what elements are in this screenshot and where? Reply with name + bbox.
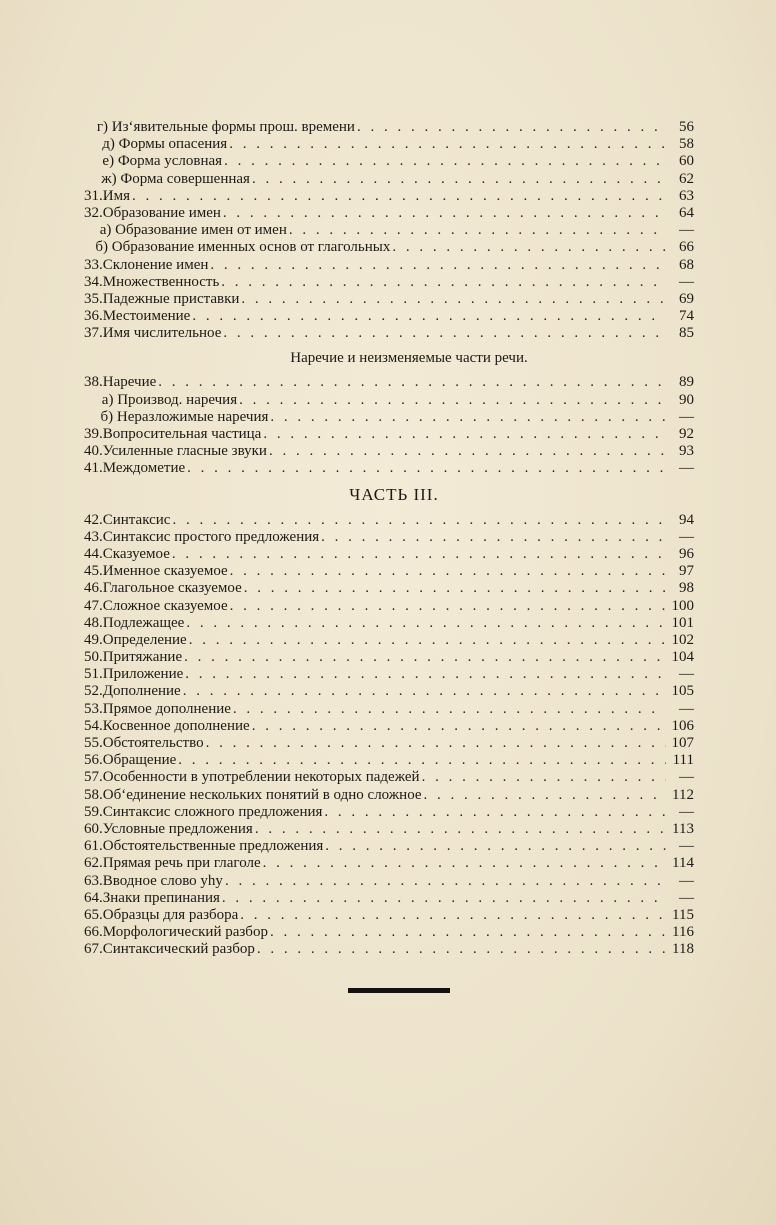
entry-page-number: 64 bbox=[679, 204, 694, 221]
entry-title: Обращение bbox=[102, 752, 177, 769]
entry-title: Синтаксис простого предложения bbox=[102, 528, 320, 545]
entry-number: 36. bbox=[84, 308, 103, 325]
toc-entry bbox=[84, 580, 694, 597]
dot-leader bbox=[252, 718, 666, 735]
entry-page-number: — bbox=[679, 803, 694, 820]
entry-page-number: 93 bbox=[679, 443, 694, 460]
toc-entry bbox=[84, 460, 694, 477]
dot-leader bbox=[252, 171, 666, 188]
entry-page-number: 102 bbox=[671, 631, 694, 648]
entry-page-number: 92 bbox=[679, 426, 694, 442]
toc-entry bbox=[84, 274, 694, 291]
entry-title: Образование имен bbox=[102, 204, 221, 221]
entry-number: 43. bbox=[84, 528, 103, 545]
entry-title: Условные предложения bbox=[102, 820, 253, 837]
dot-leader bbox=[221, 274, 666, 291]
section-heading: Наречие и неизменяемые части речи. bbox=[290, 350, 528, 367]
entry-number: 59. bbox=[84, 803, 103, 820]
dot-leader bbox=[225, 873, 666, 890]
entry-title: Прямое дополнение bbox=[102, 700, 231, 717]
toc-entry bbox=[84, 546, 694, 563]
dot-leader bbox=[224, 153, 666, 170]
toc-group-adverbs bbox=[84, 374, 694, 477]
entry-number: 46. bbox=[84, 580, 103, 597]
dot-leader bbox=[206, 735, 666, 752]
entry-page-number: — bbox=[679, 838, 694, 855]
entry-page-number: 66 bbox=[679, 239, 694, 256]
entry-page-number: 68 bbox=[679, 256, 694, 273]
entry-title: Сложное сказуемое bbox=[102, 597, 228, 614]
entry-number: 53. bbox=[84, 700, 103, 717]
toc-entry bbox=[84, 718, 694, 735]
dot-leader bbox=[230, 563, 666, 580]
dot-leader bbox=[239, 392, 666, 409]
dot-leader bbox=[263, 426, 666, 443]
entry-title: Синтаксис bbox=[102, 511, 171, 528]
toc-entry bbox=[84, 924, 694, 941]
dot-leader bbox=[158, 374, 666, 391]
toc-entry bbox=[84, 257, 694, 274]
entry-number: 52. bbox=[84, 683, 103, 700]
toc-entry bbox=[84, 529, 694, 546]
entry-page-number: 89 bbox=[679, 374, 694, 391]
toc-entry bbox=[84, 392, 694, 409]
entry-number: 67. bbox=[84, 941, 103, 958]
entry-number: 32. bbox=[84, 204, 103, 221]
entry-page-number: 113 bbox=[672, 820, 694, 837]
dot-leader bbox=[223, 325, 666, 342]
toc-group-morphology bbox=[84, 119, 694, 342]
toc-entry bbox=[84, 787, 694, 804]
entry-title: Склонение имен bbox=[102, 256, 209, 273]
entry-title: Падежные приставки bbox=[102, 290, 240, 307]
entry-number: 39. bbox=[84, 426, 103, 442]
entry-title: Обстоятельство bbox=[102, 735, 204, 751]
entry-page-number: 115 bbox=[672, 906, 694, 923]
entry-number: 55. bbox=[84, 735, 103, 751]
entry-title: Именное сказуемое bbox=[102, 563, 228, 580]
entry-title: Обстоятельственные предложения bbox=[102, 838, 324, 855]
toc-entry bbox=[84, 735, 694, 752]
entry-page-number: — bbox=[679, 460, 694, 477]
dot-leader bbox=[241, 291, 666, 308]
dot-leader bbox=[230, 598, 666, 615]
dot-leader bbox=[289, 222, 666, 239]
entry-number: 60. bbox=[84, 820, 103, 837]
dot-leader bbox=[189, 632, 666, 649]
toc-entry bbox=[84, 136, 694, 153]
entry-title: б) Неразложимые наречия bbox=[100, 408, 269, 425]
toc-entry bbox=[84, 153, 694, 170]
entry-number: 41. bbox=[84, 460, 103, 477]
dot-leader bbox=[229, 136, 666, 153]
entry-number: 58. bbox=[84, 786, 103, 803]
dot-leader bbox=[321, 529, 666, 546]
entry-title: Имя bbox=[102, 187, 130, 204]
dot-leader bbox=[233, 701, 666, 718]
entry-number: 54. bbox=[84, 717, 103, 734]
entry-page-number: 90 bbox=[679, 391, 694, 408]
entry-page-number: 114 bbox=[672, 855, 694, 872]
entry-title: Междометие bbox=[102, 460, 186, 477]
entry-title: е) Форма условная bbox=[102, 153, 223, 170]
entry-page-number: 69 bbox=[679, 290, 694, 307]
entry-number: 61. bbox=[84, 838, 103, 855]
entry-title: Приложение bbox=[102, 666, 184, 683]
dot-leader bbox=[257, 941, 666, 958]
entry-number: 33. bbox=[84, 256, 103, 273]
entry-number: 62. bbox=[84, 855, 103, 872]
entry-page-number: 98 bbox=[679, 580, 694, 597]
entry-page-number: 116 bbox=[672, 924, 694, 941]
toc-entry bbox=[84, 119, 694, 136]
dot-leader bbox=[422, 769, 666, 786]
entry-title: а) Производ. наречия bbox=[101, 391, 238, 408]
toc-entry bbox=[84, 374, 694, 391]
dot-leader bbox=[184, 649, 666, 666]
toc-entry bbox=[84, 683, 694, 700]
dot-leader bbox=[263, 855, 666, 872]
toc-entry bbox=[84, 701, 694, 718]
dot-leader bbox=[424, 787, 666, 804]
entry-page-number: 106 bbox=[671, 717, 694, 734]
dot-leader bbox=[185, 666, 666, 683]
toc-entry bbox=[84, 752, 694, 769]
dot-leader bbox=[210, 257, 666, 274]
toc-entry bbox=[84, 563, 694, 580]
toc-entry bbox=[84, 632, 694, 649]
entry-page-number: 100 bbox=[671, 597, 694, 614]
toc-entry bbox=[84, 873, 694, 890]
dot-leader bbox=[240, 907, 666, 924]
dot-leader bbox=[186, 615, 666, 632]
toc-entry bbox=[84, 941, 694, 958]
entry-number: 42. bbox=[84, 511, 103, 528]
dot-leader bbox=[325, 838, 666, 855]
entry-page-number: 58 bbox=[679, 136, 694, 153]
entry-page-number: 63 bbox=[679, 187, 694, 204]
entry-page-number: 74 bbox=[679, 308, 694, 325]
entry-number: 57. bbox=[84, 769, 103, 786]
entry-page-number: 101 bbox=[671, 614, 694, 631]
entry-title: Знаки препинания bbox=[102, 889, 220, 906]
entry-number: 51. bbox=[84, 666, 103, 683]
dot-leader bbox=[270, 409, 666, 426]
entry-number: 34. bbox=[84, 273, 103, 290]
entry-title: б) Образование именных основ от глагольных bbox=[95, 239, 391, 256]
entry-title: Местоимение bbox=[102, 308, 191, 325]
entry-title: д) Формы опасения bbox=[102, 136, 228, 153]
toc-entry bbox=[84, 205, 694, 222]
toc-entry bbox=[84, 188, 694, 205]
entry-page-number: — bbox=[679, 408, 694, 425]
entry-title: Вопросительная частица bbox=[102, 426, 262, 442]
toc-group-syntax bbox=[84, 512, 694, 959]
entry-title: Дополнение bbox=[102, 683, 181, 700]
toc-entry bbox=[84, 666, 694, 683]
entry-page-number: 97 bbox=[679, 563, 694, 580]
dot-leader bbox=[172, 512, 666, 529]
entry-title: Множественность bbox=[102, 273, 220, 290]
entry-number: 38. bbox=[84, 374, 103, 391]
toc-entry bbox=[84, 598, 694, 615]
entry-page-number: 85 bbox=[679, 325, 694, 342]
toc-entry bbox=[84, 804, 694, 821]
entry-page-number: — bbox=[679, 528, 694, 545]
entry-title: Определение bbox=[102, 631, 187, 648]
entry-title: Вводное слово уһу bbox=[102, 872, 223, 889]
toc-entry bbox=[84, 769, 694, 786]
toc-entry bbox=[84, 907, 694, 924]
closing-rule bbox=[348, 988, 450, 993]
entry-title: Об‘единение нескольких понятий в одно сложное bbox=[102, 786, 422, 803]
entry-title: Образцы для разбора bbox=[102, 906, 239, 923]
entry-number: 65. bbox=[84, 906, 103, 923]
dot-leader bbox=[178, 752, 666, 769]
dot-leader bbox=[357, 119, 666, 136]
entry-title: Сказуемое bbox=[102, 545, 170, 562]
entry-title: Притяжание bbox=[102, 649, 183, 666]
entry-page-number: 105 bbox=[671, 683, 694, 700]
dot-leader bbox=[255, 821, 666, 838]
entry-title: Синтаксический разбор bbox=[102, 941, 255, 958]
entry-page-number: — bbox=[679, 872, 694, 889]
part-heading: ЧАСТЬ III. bbox=[349, 484, 439, 504]
entry-page-number: — bbox=[679, 666, 694, 683]
entry-page-number: — bbox=[679, 769, 694, 786]
entry-page-number: — bbox=[679, 700, 694, 717]
entry-number: 48. bbox=[84, 614, 103, 631]
entry-page-number: — bbox=[679, 273, 694, 290]
entry-page-number: 60 bbox=[679, 153, 694, 170]
toc-entry bbox=[84, 512, 694, 529]
dot-leader bbox=[223, 205, 666, 222]
entry-number: 50. bbox=[84, 649, 103, 666]
dot-leader bbox=[324, 804, 666, 821]
entry-number: 64. bbox=[84, 889, 103, 906]
entry-title: Особенности в употреблении некоторых падежей bbox=[102, 769, 420, 786]
entry-number: 31. bbox=[84, 187, 103, 204]
toc-entry bbox=[84, 222, 694, 239]
entry-page-number: 96 bbox=[679, 545, 694, 562]
dot-leader bbox=[270, 924, 666, 941]
entry-title: Глагольное сказуемое bbox=[102, 580, 242, 597]
toc-entry bbox=[84, 443, 694, 460]
dot-leader bbox=[192, 308, 666, 325]
entry-page-number: 107 bbox=[671, 735, 694, 751]
entry-title: Косвенное дополнение bbox=[102, 717, 250, 734]
toc-entry bbox=[84, 325, 694, 342]
toc-entry bbox=[84, 615, 694, 632]
entry-number: 63. bbox=[84, 872, 103, 889]
entry-number: 47. bbox=[84, 597, 103, 614]
dot-leader bbox=[222, 890, 666, 907]
entry-page-number: 111 bbox=[672, 752, 694, 769]
entry-title: Синтаксис сложного предложения bbox=[102, 803, 323, 820]
dot-leader bbox=[183, 683, 666, 700]
entry-number: 49. bbox=[84, 631, 103, 648]
toc-entry bbox=[84, 409, 694, 426]
entry-page-number: 118 bbox=[672, 941, 694, 958]
entry-page-number: — bbox=[679, 222, 694, 239]
entry-page-number: — bbox=[679, 889, 694, 906]
entry-title: Имя числительное bbox=[102, 325, 222, 342]
toc-entry bbox=[84, 308, 694, 325]
entry-number: 44. bbox=[84, 545, 103, 562]
dot-leader bbox=[132, 188, 666, 205]
toc-entry bbox=[84, 890, 694, 907]
entry-number: 37. bbox=[84, 325, 103, 342]
toc-entry bbox=[84, 838, 694, 855]
entry-title: Подлежащее bbox=[102, 614, 185, 631]
entry-title: ж) Форма совершенная bbox=[101, 170, 250, 187]
entry-title: г) Из‘явительные формы прош. времени bbox=[96, 119, 355, 135]
entry-title: Наречие bbox=[102, 374, 157, 391]
entry-page-number: 104 bbox=[671, 649, 694, 666]
dot-leader bbox=[172, 546, 666, 563]
entry-title: а) Образование имен от имен bbox=[99, 222, 287, 239]
toc-entry bbox=[84, 291, 694, 308]
entry-title: Усиленные гласные звуки bbox=[102, 443, 267, 460]
entry-number: 40. bbox=[84, 443, 103, 460]
entry-page-number: 94 bbox=[679, 511, 694, 528]
entry-number: 35. bbox=[84, 290, 103, 307]
dot-leader bbox=[392, 239, 666, 256]
toc-entry bbox=[84, 426, 694, 443]
toc-entry bbox=[84, 821, 694, 838]
toc-entry bbox=[84, 171, 694, 188]
table-of-contents bbox=[84, 119, 694, 958]
dot-leader bbox=[269, 443, 666, 460]
entry-title: Прямая речь при глаголе bbox=[102, 855, 261, 872]
toc-entry bbox=[84, 649, 694, 666]
toc-entry bbox=[84, 855, 694, 872]
dot-leader bbox=[244, 580, 666, 597]
toc-entry bbox=[84, 239, 694, 256]
entry-page-number: 112 bbox=[672, 786, 694, 803]
entry-number: 56. bbox=[84, 752, 103, 769]
entry-page-number: 62 bbox=[679, 170, 694, 187]
entry-title: Морфологический разбор bbox=[102, 924, 268, 941]
dot-leader bbox=[187, 460, 666, 477]
entry-number: 66. bbox=[84, 924, 103, 941]
entry-page-number: 56 bbox=[679, 119, 694, 135]
entry-number: 45. bbox=[84, 563, 103, 580]
